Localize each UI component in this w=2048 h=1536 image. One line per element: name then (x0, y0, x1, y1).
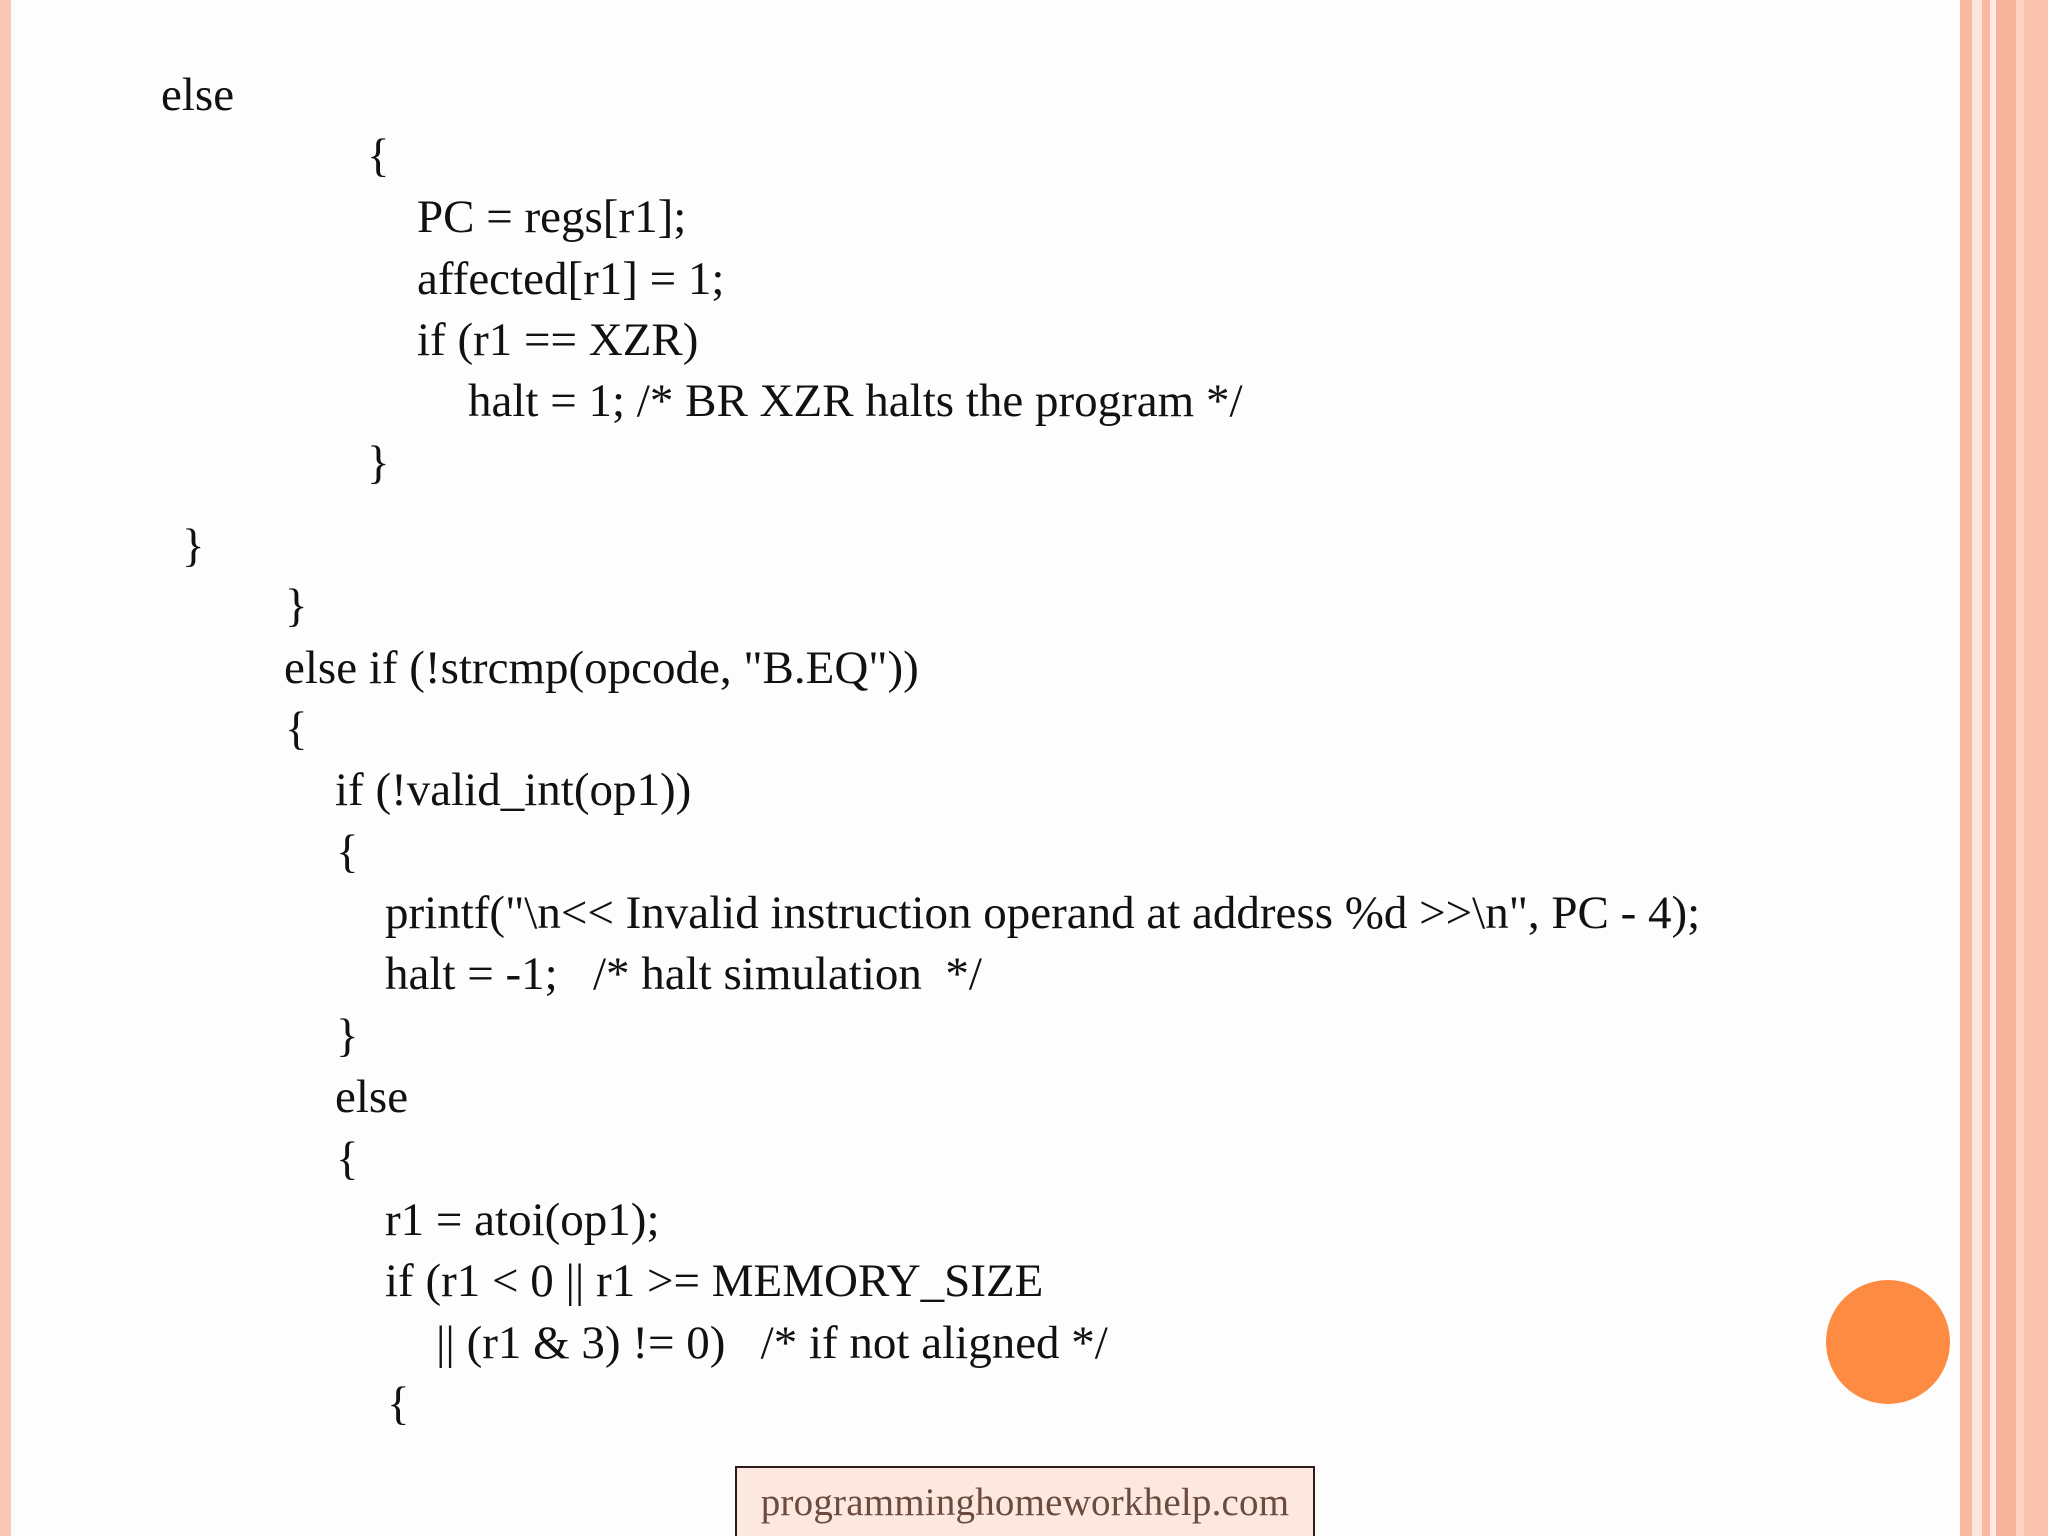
right-border-stripe (1996, 0, 2016, 1536)
code-line: { (336, 826, 359, 878)
code-line: r1 = atoi(op1); (385, 1194, 660, 1246)
right-border-stripe (1982, 0, 1990, 1536)
code-line: } (285, 580, 308, 632)
code-line: { (336, 1133, 359, 1185)
code-line: if (r1 < 0 || r1 >= MEMORY_SIZE (385, 1255, 1044, 1307)
code-line: } (367, 437, 390, 489)
code-line: if (!valid_int(op1)) (335, 764, 692, 816)
code-line: { (367, 130, 390, 182)
code-line: halt = -1; /* halt simulation */ (385, 948, 982, 1000)
code-line: if (r1 == XZR) (417, 314, 699, 366)
code-line: { (387, 1378, 410, 1430)
left-border-decoration (0, 0, 11, 1536)
code-line: printf("\n<< Invalid instruction operand at address %d >>\n", PC - 4); (385, 887, 1701, 939)
code-line: } (336, 1010, 359, 1062)
footer-website-box (735, 1466, 1315, 1536)
code-line: else (335, 1071, 409, 1123)
right-border-stripe (1972, 0, 1982, 1536)
code-line: else (161, 69, 235, 121)
code-line: PC = regs[r1]; (417, 191, 687, 243)
code-line: } (182, 520, 205, 572)
code-line: || (r1 & 3) != 0) /* if not aligned */ (436, 1317, 1108, 1369)
code-line: { (285, 703, 308, 755)
code-line: affected[r1] = 1; (417, 253, 725, 305)
right-border-stripe (2024, 0, 2048, 1536)
code-line: halt = 1; /* BR XZR halts the program */ (468, 375, 1243, 427)
orange-circle-decoration (1826, 1280, 1950, 1404)
right-border-stripe (2016, 0, 2024, 1536)
footer-website-text: programminghomeworkhelp.com (760, 1480, 1290, 1524)
right-border-stripe (1960, 0, 1972, 1536)
code-line: else if (!strcmp(opcode, "B.EQ")) (284, 642, 919, 694)
